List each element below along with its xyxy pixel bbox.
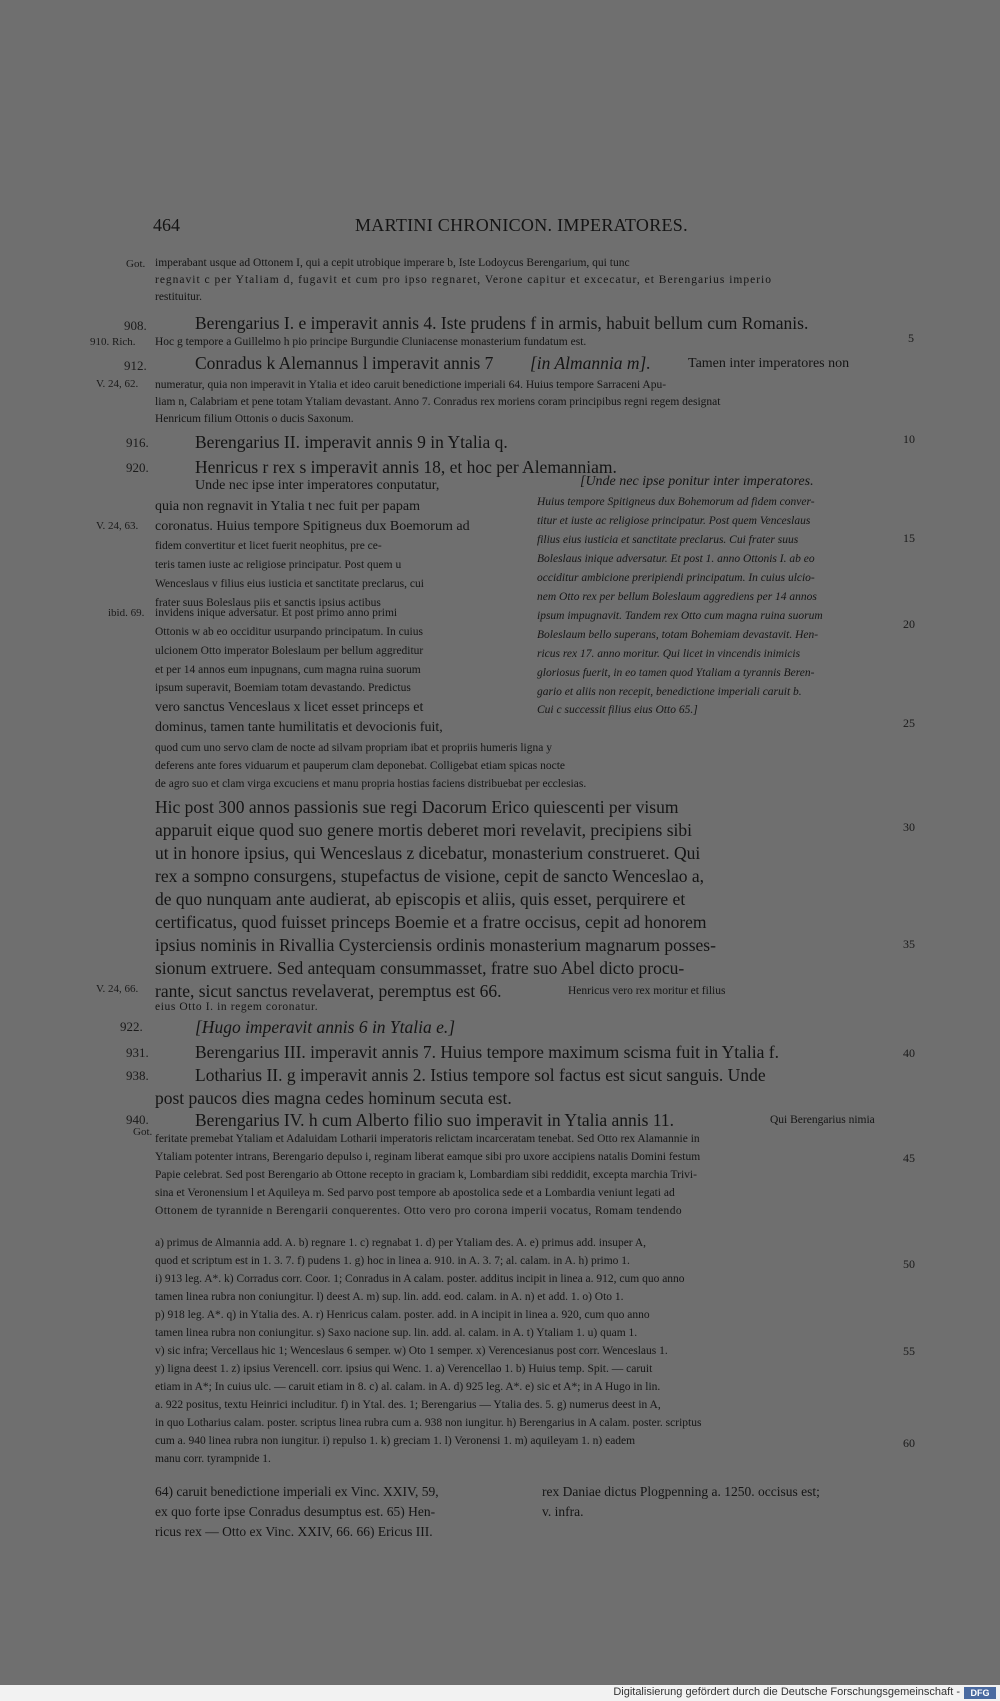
line-number: 15 [903,531,915,545]
footer-bar [0,1685,1000,1701]
text-line: Boleslaum bello superans, totam Bohemiam devastavit. Hen- [537,629,819,641]
apparatus-line: tamen linea rubra non coniungitur. s) Saxo nacione sup. lin. add. al. calam. in A. t) Ytaliam 1. u) quam 1. [155,1327,638,1339]
text-line: liam n, Calabriam et pene totam Ytaliam devastant. Anno 7. Conradus rex moriens coram principibus regni regem designat [155,396,721,408]
text-line: Henricus vero rex moritur et filius [568,985,726,997]
line-number: 50 [903,1257,915,1271]
apparatus-line: a) primus de Almannia add. A. b) regnare 1. c) regnabat 1. d) per Ytaliam des. A. e) primus add. insuper A, [155,1237,647,1249]
text-line: Huius tempore Spitigneus dux Bohemorum ad fidem conver- [537,496,815,508]
margin-note: V. 24, 66. [96,983,139,995]
footer-text: Digitalisierung gefördert durch die Deutsche Forschungsgemeinschaft - [613,1686,960,1698]
text-line: Unde nec ipse inter imperatores conputatur, [195,478,440,493]
text-line: numeratur, quia non imperavit in Ytalia et ideo caruit benedictione imperiali 64. Huius tempore Sarraceni Apu- [155,379,667,391]
text-line: ut in honore ipsius, qui Wenceslaus z dicebatur, monasterium construeret. Qui [155,843,701,863]
margin-year: 920. [126,460,149,475]
text-line: ulcionem Otto imperator Boleslaum per bellum aggreditur [155,645,424,657]
source-note-line: 64) caruit benedictione imperiali ex Vinc. XXIV, 59, [155,1484,439,1499]
text-line: Lotharius II. g imperavit annis 2. Istius tempore sol factus est sicut sanguis. Unde [195,1065,766,1085]
text-line: Ottonem de tyrannide n Berengarii conquerentes. Otto vero pro corona imperii vocatus, Romam tendendo [155,1205,683,1217]
text-line: invidens inique adversatur. Et post primo anno primi [155,607,398,619]
text-line: deferens ante fores viduarum et pauperum clam deponebat. Colligebat etiam spicas nocte [155,760,566,772]
line-number: 45 [903,1151,915,1165]
text-line: ipsum superavit, Boemiam totam devastando. Predictus [155,682,411,694]
text-line: sina et Veronensium l et Aquileya m. Sed parvo post tempore ab apostolica sede et a Lombardia veniunt legati ad [155,1187,675,1199]
text-line: coronatus. Huius tempore Spitigneus dux Boemorum ad [155,519,470,534]
margin-note: ibid. 69. [108,607,145,619]
source-note-line: v. infra. [542,1504,584,1519]
text-line: quia non regnavit in Ytalia t nec fuit per papam [155,499,421,514]
margin-year: 916. [126,435,149,450]
text-line: ipsius nominis in Rivallia Cysterciensis ordinis monasterium magnarum posses- [155,935,716,955]
text-line: Berengarius I. e imperavit annis 4. Iste prudens f in armis, habuit bellum cum Romanis. [195,313,809,333]
line-number: 35 [903,937,915,951]
text-line: filius eius iusticia et sanctitate preclarus. Cui frater suus [537,534,799,546]
text-line: teris tamen iuste ac religiose principatur. Post quem u [155,559,402,571]
line-number: 20 [903,617,915,631]
text-line: Berengarius III. imperavit annis 7. Huius tempore maximum scisma fuit in Ytalia f. [195,1042,780,1062]
source-note-line: rex Daniae dictus Plogpenning a. 1250. occisus est; [542,1484,820,1499]
margin-year: 922. [120,1019,143,1034]
text-line: dominus, tamen tante humilitatis et devocionis fuit, [155,720,443,735]
margin-year: 931. [126,1045,149,1060]
text-line: et per 14 annos eum inpugnans, cum magna ruina suorum [155,664,421,676]
text-line: Cui c successit filius eius Otto 65.] [537,704,698,716]
apparatus-line: cum a. 940 linea rubra non iungitur. i) repulso 1. k) greciam 1. l) Veronensi 1. m) aquileyam 1. n) eadem [155,1435,636,1447]
line-number: 60 [903,1436,915,1450]
text-line: certificatus, quod fuisset princeps Boemie et a fratre occisus, cepit ad honorem [155,912,707,932]
dfg-logo: DFG [964,1687,996,1699]
apparatus-line: tamen linea rubra non coniungitur. l) deest A. m) sup. lin. add. eod. calam. in A. n) et add. 1. o) Oto 1. [155,1291,624,1303]
text-line: gloriosus fuerit, in eo tamen quod Ytaliam a tyrannis Beren- [537,667,815,679]
apparatus-line: quod et scriptum est in 1. 3. 7. f) pudens 1. g) hoc in linea a. 910. in A. 3. 7; al. calam. in A. h) primo 1. [155,1255,630,1267]
text-line: sionum extruere. Sed antequam consummasset, fratre suo Abel dicto procu- [155,958,685,978]
text-line: [in Almannia m]. [530,353,651,373]
source-note-line: ricus rex — Otto ex Vinc. XXIV, 66. 66) Ericus III. [155,1524,433,1539]
text-line: Ytaliam potenter intrans, Berengario depulso i, reginam liberat eamque sibi pro uxore accipiens natalis Domini festum [155,1151,701,1163]
text-line: [Unde nec ipse ponitur inter imperatores. [580,474,814,489]
margin-note: Got. [133,1126,153,1138]
text-line: Ottonis w ab eo occiditur usurpando principatum. In cuius [155,626,423,638]
apparatus-line: etiam in A*; In cuius ulc. — caruit etiam in 8. c) al. calam. in A. d) 925 leg. A*. e) sic et A*; in A Hugo in lin. [155,1381,661,1393]
text-line: titur et iuste ac religiose principatur. Post quem Venceslaus [537,515,811,527]
text-line: feritate premebat Ytaliam et Adaluidam Lotharii imperatoris relictam incarceratam tenebat. Sed Otto rex Alamannie in [155,1133,700,1145]
text-line: rex a sompno consurgens, stupefactus de visione, cepit de sancto Wenceslao a, [155,866,705,886]
margin-year: 938. [126,1068,149,1083]
margin-year: 908. [124,318,147,333]
text-line: restituitur. [155,291,202,303]
apparatus-line: i) 913 leg. A*. k) Corradus corr. Coor. 1; Conradus in A calam. poster. additus incipit in linea a. 912, cum quo anno [155,1273,685,1285]
text-line: gario et aliis non recepit, benedictione imperiali caruit b. [537,686,802,698]
text-line: ipsum impugnavit. Tandem rex Otto cum magna ruina suorum [537,610,823,622]
line-number: 55 [903,1344,915,1358]
margin-year: 940. [126,1112,149,1127]
line-number: 5 [908,331,914,345]
text-line: Hic post 300 annos passionis sue regi Dacorum Erico quiescenti per visum [155,797,679,817]
text-line: regnavit c per Ytaliam d, fugavit et cum pro ipso regnaret, Verone capitur et excecatur, et Berengarius imperio [155,274,772,286]
text-line: nem Otto rex per bellum Boleslaum aggrediens per 14 annos [537,591,817,603]
page-number: 464 [153,215,180,235]
text-line: vero sanctus Venceslaus x licet esset princeps et [155,700,424,715]
text-line: Berengarius II. imperavit annis 9 in Ytalia q. [195,432,508,452]
running-title: MARTINI CHRONICON. IMPERATORES. [355,215,688,235]
margin-note: V. 24, 62. [96,378,139,390]
text-line: de agro suo et clam virga excuciens et manu propria hostias faciens distribuebat per ecclesias. [155,778,587,790]
text-line: apparuit eique quod suo genere mortis deberet mori revelavit, precipiens sibi [155,820,692,840]
text-line: Henricum filium Ottonis o ducis Saxonum. [155,413,354,425]
apparatus-line: y) ligna deest 1. z) ipsius Verencell. corr. ipsius qui Wenc. 1. a) Verencellao 1. b) Huius temp. Spit. — caruit [155,1363,653,1375]
line-number: 10 [903,432,915,446]
text-line: [Hugo imperavit annis 6 in Ytalia e.] [195,1017,456,1037]
margin-year: 910. Rich. [90,336,136,348]
line-number: 40 [903,1046,915,1060]
text-line: ricus rex 17. anno moritur. Qui licet in vincendis inimicis [537,648,801,660]
apparatus-line: a. 922 positus, textu Heinrici includitur. f) in Ytal. des. 1; Berengarius — Ytalia des. 5. g) numerus deest in A, [155,1399,661,1411]
text-line: Boleslaus inique adversatur. Et post 1. anno Ottonis I. ab eo [537,553,815,565]
apparatus-line: in quo Lotharius calam. poster. scriptus linea rubra cum a. 938 non iungitur. h) Berengarius in A calam. poster. scriptus [155,1417,702,1429]
text-line: de quo nunquam ante audierat, ab episcopis et aliis, quis esset, perquirere et [155,889,686,909]
text-line: Berengarius IV. h cum Alberto filio suo imperavit in Ytalia annis 11. [195,1110,675,1130]
text-line: Hoc g tempore a Guillelmo h pio principe Burgundie Cluniacense monasterium fundatum est. [155,336,587,348]
text-line: Qui Berengarius nimia [770,1114,875,1126]
apparatus-line: manu corr. tyrampnide 1. [155,1453,271,1465]
line-number: 30 [903,820,915,834]
text-line: imperabant usque ad Ottonem I, qui a cepit utrobique imperare b, Iste Lodoycus Berengarium, qui tunc [155,257,630,269]
text-line: post paucos dies magna cedes hominum secuta est. [155,1088,512,1108]
text-line: occiditur ambicione preripiendi principatum. In cuius ulcio- [537,572,815,584]
margin-year: 912. [124,358,147,373]
apparatus-line: p) 918 leg. A*. q) in Ytalia des. A. r) Henricus calam. poster. add. in A incipit in linea a. 920, cum quo anno [155,1309,650,1321]
text-line: Wenceslaus v filius eius iusticia et sanctitate preclarus, cui [155,578,424,590]
text-line: Conradus k Alemannus l imperavit annis 7 [195,353,494,373]
apparatus-line: v) sic infra; Vercellaus hic 1; Wenceslaus 6 semper. w) Oto 1 semper. x) Verencesianus post corr. Wenceslaus 1. [155,1345,668,1357]
margin-note: Got. [126,258,146,270]
text-line: Tamen inter imperatores non [688,356,850,371]
text-line: Papie celebrat. Sed post Berengario ab Ottone recepto in graciam k, Lombardiam sibi reddidit, excepta marchia Trivi- [155,1169,697,1181]
text-line: fidem convertitur et licet fuerit neophitus, pre ce- [155,540,382,552]
source-note-line: ex quo forte ipse Conradus desumptus est. 65) Hen- [155,1504,436,1519]
text-line: eius Otto I. in regem coronatur. [155,1001,319,1013]
margin-note: V. 24, 63. [96,520,139,532]
text-line: quod cum uno servo clam de nocte ad silvam propriam ibat et propriis humeris ligna y [155,742,552,754]
text-line: frater suus Boleslaus piis et sanctis ipsius actibus [155,597,381,609]
line-number: 25 [903,716,915,730]
text-line: rante, sicut sanctus revelaverat, peremptus est 66. [155,981,502,1001]
text-line: Henricus r rex s imperavit annis 18, et hoc per Alemanniam. [195,457,617,477]
